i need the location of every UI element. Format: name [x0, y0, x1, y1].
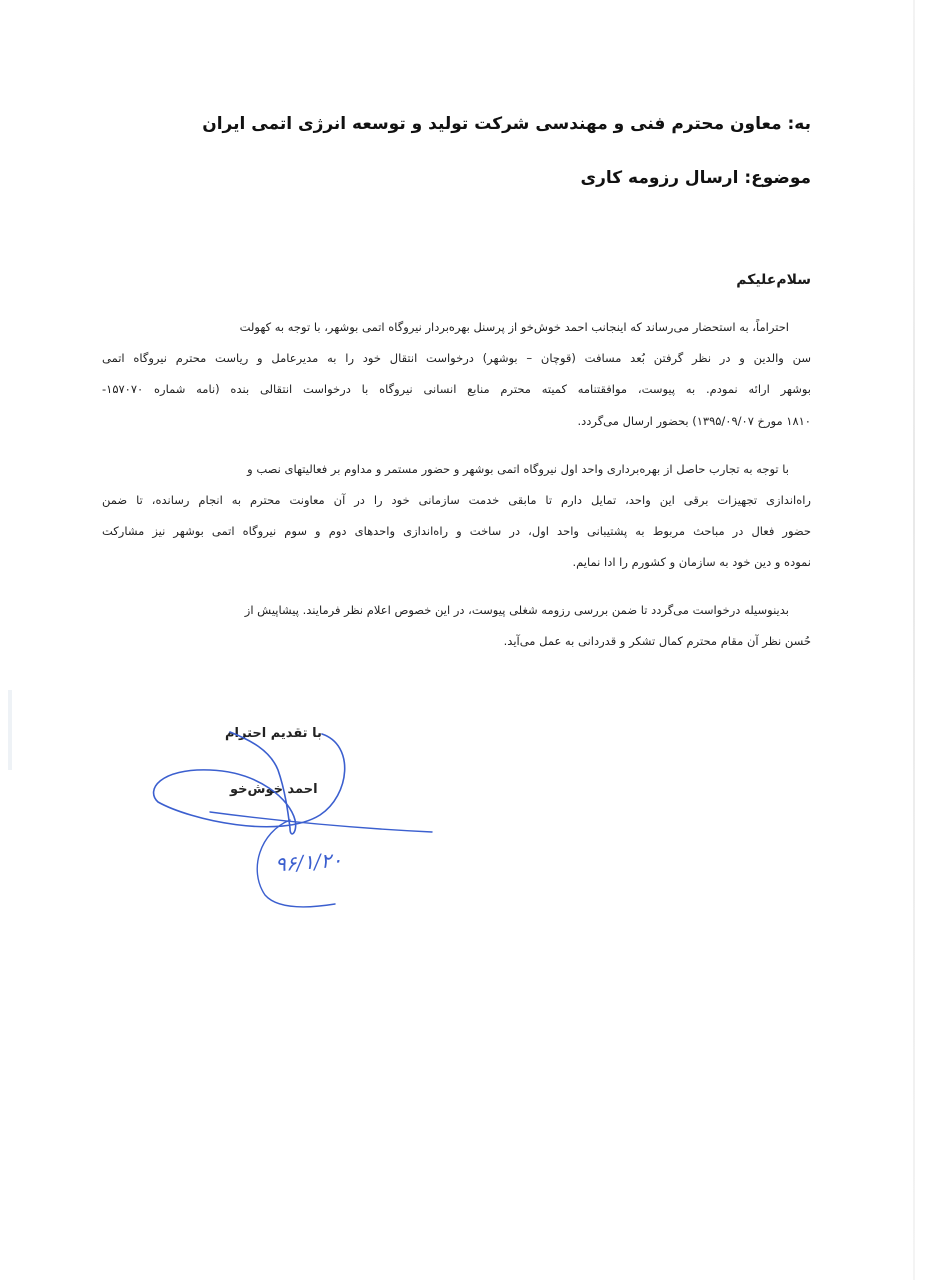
paragraph-1-line-2: سن والدین و در نظر گرفتن بُعد مسافت (قوچان – بوشهر) درخواست انتقال خود را به مدیرعامل و ریاست محترم نیروگاه اتمی — [102, 351, 811, 365]
handwritten-date: ۹۶/۱/۲۰ — [274, 847, 343, 877]
closing-phrase: با تقدیم احترام — [225, 726, 322, 741]
subject-line: موضوع: ارسال رزومه کاری — [580, 168, 811, 188]
paragraph-1-line-3: بوشهر ارائه نمودم. به پیوست، موافقتنامه کمیته محترم منابع انسانی نیروگاه با درخواست انتقالی بنده (نامه شماره ۱۵۷۰۷۰- — [102, 382, 811, 396]
signature-block — [150, 720, 440, 920]
signer-name: احمد خوش‌خو — [230, 782, 318, 797]
handwritten-signature — [150, 720, 440, 920]
scan-edge-right — [913, 0, 915, 1280]
paragraph-2-line-1: با توجه به تجارب حاصل از بهره‌برداری واحد اول نیروگاه اتمی بوشهر و حضور مستمر و مداوم بر فعالیتهای نصب و — [247, 462, 789, 476]
paragraph-2-line-3: حضور فعال در مباحث مربوط به پشتیبانی واحد اول، در ساخت و راه‌اندازی واحدهای دوم و سوم نیروگاه اتمی بوشهر نیز مشارکت — [102, 524, 811, 538]
paragraph-3-line-2: حُسن نظر آن مقام محترم کمال تشکر و قدردانی به عمل می‌آید. — [503, 634, 811, 648]
recipient-line: به: معاون محترم فنی و مهندسی شرکت تولید و توسعه انرژی اتمی ایران — [202, 114, 811, 134]
paragraph-2-line-2: راه‌اندازی تجهیزات برقی این واحد، تمایل دارم تا مابقی خدمت سازمانی خود را در آن معاونت محترم به انجام رسانده، تا ضمن — [102, 493, 811, 507]
paragraph-3-line-1: بدینوسیله درخواست می‌گردد تا ضمن بررسی رزومه شغلی پیوست، در این خصوص اعلام نظر فرمایند. پیشاپیش از — [244, 603, 789, 617]
salutation: سلام‌علیکم — [736, 272, 811, 288]
paragraph-1-line-4: ۱۸۱۰ مورخ ۱۳۹۵/۰۹/۰۷) بحضور ارسال می‌گردد. — [577, 414, 811, 428]
scan-edge-left — [8, 690, 12, 770]
paragraph-1-line-1: احتراماً، به استحضار می‌رساند که اینجانب احمد خوش‌خو از پرسنل بهره‌بردار نیروگاه اتمی بوشهر، با توجه به کهولت — [239, 320, 789, 334]
paragraph-2-line-4: نموده و دین خود به سازمان و کشورم را ادا نمایم. — [572, 555, 811, 569]
